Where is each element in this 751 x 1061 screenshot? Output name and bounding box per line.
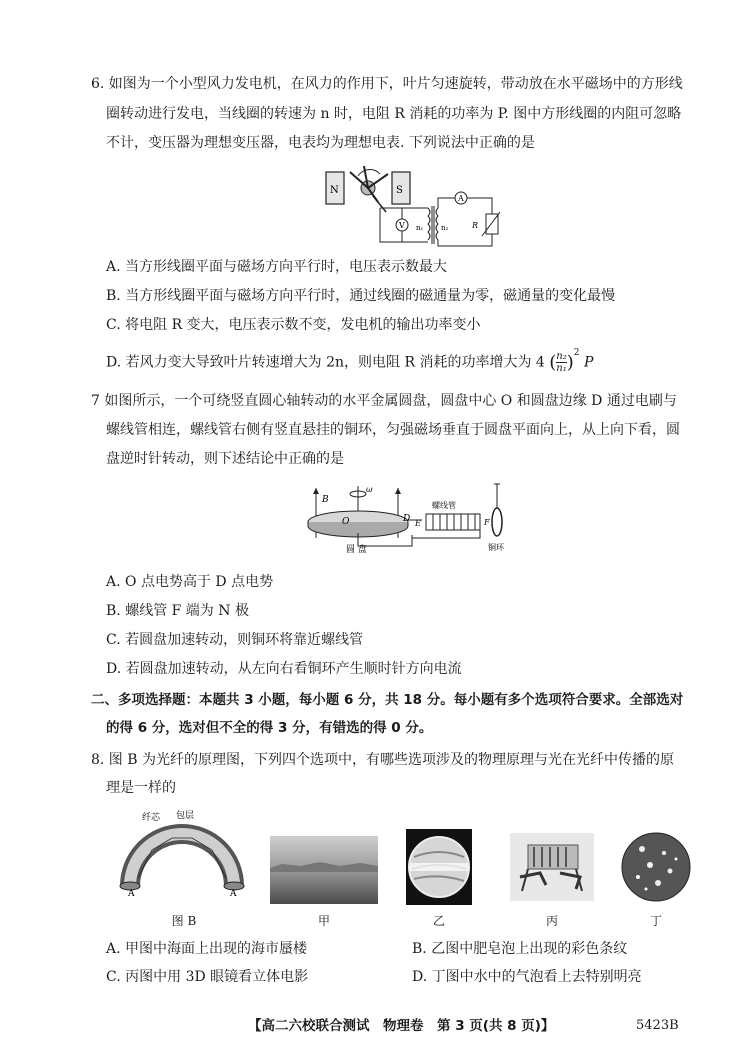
disc-label: 圆 盘 [346, 545, 367, 555]
soap-bubble-photo [406, 829, 472, 905]
wind-generator-figure [318, 160, 500, 250]
disc-solenoid-figure [302, 480, 522, 558]
caption-ding: 丁 [649, 914, 662, 928]
solenoid-label: 螺线管 [432, 501, 456, 510]
voltmeter-label: V [399, 221, 405, 230]
n2-label: n₂ [441, 224, 449, 232]
fiber-core-label: 纤芯 [142, 813, 161, 823]
resistor-label: R [472, 221, 479, 230]
q6-option-c: C. 将电阻 R 变大，电压表示数不变，发电机的输出功率变小 [106, 317, 481, 333]
page-footer: 【高二六校联合测试 物理卷 第 3 页(共 8 页)】 [248, 1018, 555, 1034]
fiber-end-right-label: A [230, 889, 237, 896]
ammeter-label: A [458, 194, 464, 203]
q8-option-c: C. 丙图中用 3D 眼镜看立体电影 [106, 969, 309, 985]
q8-option-a: A. 甲图中海面上出现的海市蜃楼 [106, 941, 308, 957]
paren-left: ( [549, 351, 557, 373]
caption-bing: 丙 [545, 914, 558, 928]
section-2-heading-line-2: 的得 6 分，选对但不全的得 3 分，有错选的得 0 分。 [106, 720, 433, 736]
q8-stem-line-2: 理是一样的 [106, 780, 176, 796]
fraction [556, 351, 566, 374]
d-edge-label: D [403, 514, 411, 524]
fiber-end-left-label: A [128, 889, 135, 896]
q8-stem-line-1: 8. 图 B 为光纤的原理图，下列四个选项中，有哪些选项涉及的物理原理与光在光纤中传播的原 [91, 752, 674, 768]
fraction-denominator: n₁ [556, 363, 567, 375]
n1-label: n₁ [416, 224, 424, 232]
exponent: 2 [573, 348, 580, 358]
s-pole-label: S [396, 185, 403, 196]
q7-stem-line-2: 螺线管相连，螺线管右侧有竖直悬挂的铜环，匀强磁场垂直于圆盘平面向上，从上向下看，圆 [106, 422, 680, 438]
optical-fiber-figure [118, 808, 246, 896]
fraction-numerator: n₂ [556, 351, 567, 363]
q6-stem-line-3: 不计，变压器为理想变压器，电表均为理想电表. 下列说法中正确的是 [106, 135, 535, 151]
mirage-photo [270, 836, 378, 904]
q8-option-d: D. 丁图中水中的气泡看上去特别明亮 [412, 969, 642, 985]
power-symbol: P [583, 354, 594, 371]
caption-yi: 乙 [432, 914, 445, 928]
b-field-label: B [322, 495, 329, 505]
q7-option-a: A. O 点电势高于 D 点电势 [106, 574, 274, 590]
q7-stem-line-3: 盘逆时针转动，则下述结论中正确的是 [106, 451, 344, 467]
q7-option-d: D. 若圆盘加速转动，从左向右看铜环产生顺时针方向电流 [106, 661, 462, 677]
q6-option-a: A. 当方形线圈平面与磁场方向平行时，电压表示数最大 [106, 259, 448, 275]
paren-right: ) [566, 351, 574, 373]
q6-option-d [106, 349, 593, 374]
f-end-label: F [484, 518, 490, 527]
caption-figure-b: 图 B [171, 914, 197, 928]
q6-option-d-text: D. 若风力变大导致叶片转速增大为 2n，则电阻 R 消耗的功率增大为 4 [106, 354, 545, 371]
fiber-cladding-label: 包层 [176, 811, 195, 821]
water-bubbles-photo [620, 831, 692, 903]
copper-ring-label: 铜环 [488, 543, 504, 552]
n-pole-label: N [330, 185, 339, 196]
q7-stem-line-1: 7 如图所示，一个可绕竖直圆心轴转动的水平金属圆盘，圆盘中心 O 和圆盘边缘 D 通过电刷与 [91, 393, 677, 409]
paper-code: 5423B [636, 1018, 679, 1033]
e-end-label: E [415, 519, 421, 528]
3d-glasses-photo [510, 833, 594, 901]
q8-option-b: B. 乙图中肥皂泡上出现的彩色条纹 [412, 941, 628, 957]
q7-option-b: B. 螺线管 F 端为 N 极 [106, 603, 249, 619]
omega-label: ω [366, 485, 373, 494]
caption-jia: 甲 [317, 914, 330, 928]
section-2-heading-line-1: 二、多项选择题：本题共 3 小题，每小题 6 分，共 18 分。每小题有多个选项符合要求。全部选对 [91, 692, 684, 708]
q6-stem-line-1: 6. 如图为一个小型风力发电机，在风力的作用下，叶片匀速旋转，带动放在水平磁场中的方形线 [91, 76, 683, 92]
q7-option-c: C. 若圆盘加速转动，则铜环将靠近螺线管 [106, 632, 364, 648]
q6-stem-line-2: 圈转动进行发电，当线圈的转速为 n 时，电阻 R 消耗的功率为 P. 图中方形线圈的内阻可忽略 [106, 106, 682, 122]
q6-option-b: B. 当方形线圈平面与磁场方向平行时，通过线圈的磁通量为零，磁通量的变化最慢 [106, 288, 616, 304]
o-center-label: O [342, 517, 350, 527]
